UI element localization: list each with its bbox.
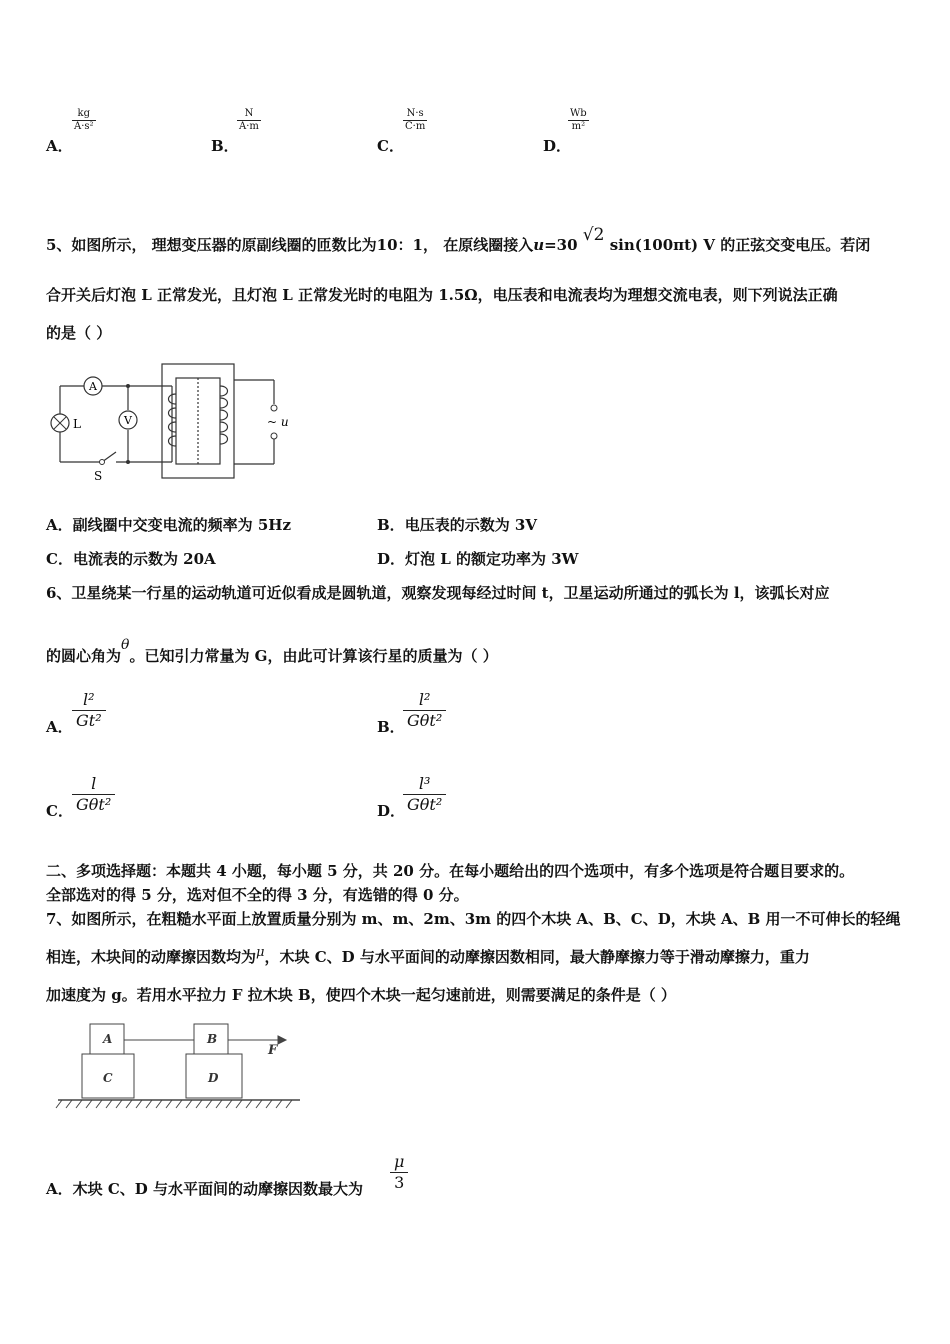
- q5-option-c: [46, 548, 216, 569]
- q5-var-u: u: [533, 236, 545, 254]
- q4-option-b-letter: B．: [211, 137, 239, 155]
- q5-text: sin(100πt) V 的正弦交变电压。若闭: [609, 236, 871, 254]
- block-c-label: C: [103, 1071, 113, 1085]
- ammeter-icon: [84, 377, 102, 395]
- sqrt2-symbol: √2: [582, 225, 605, 245]
- q4-option-a-letter: A．: [46, 137, 73, 155]
- q5-text: 5、如图所示， 理想变压器的原副线圈的匝数比为10：1， 在原线圈接入: [46, 236, 534, 254]
- block-d-label: D: [208, 1071, 219, 1085]
- fraction-numerator: N·s: [406, 108, 424, 119]
- q6-text: 的圆心角为: [46, 647, 122, 665]
- q4-option-c-letter: C．: [377, 137, 404, 155]
- q6-line1: 6、卫星绕某一行星的运动轨道可近似看成是圆轨道，观察发现每经过时间 t，卫星运动所通过的弧长为 l，该弧长对应: [46, 584, 830, 602]
- q6-option-d-letter: D．: [377, 802, 406, 820]
- option-text: 电压表的示数为 3V: [404, 516, 537, 534]
- theta-symbol: θ: [121, 637, 130, 653]
- option-letter: B．: [377, 516, 405, 534]
- section2-line2: 全部选对的得 5 分，选对但不全的得 3 分，有选错的得 0 分。: [46, 886, 469, 904]
- fraction-denominator: C·m: [405, 121, 426, 132]
- q5-option-b: [377, 514, 537, 535]
- blocks-figure: [52, 1018, 312, 1118]
- fraction-denominator: m²: [571, 121, 586, 132]
- fraction-numerator: l³: [418, 774, 431, 793]
- q4-option-c-fraction: [403, 108, 427, 133]
- q7-option-a: [46, 1178, 363, 1199]
- fraction-denominator: 3: [394, 1173, 405, 1192]
- q5-line2: 合开关后灯泡 L 正常发光，且灯泡 L 正常发光时的电阻为 1.5Ω，电压表和电流表均为理想交流电表，则下列说法正确: [46, 286, 838, 304]
- q5-line1: [46, 225, 871, 255]
- fraction-numerator: N: [244, 108, 254, 119]
- q5-option-d: [377, 548, 579, 569]
- q7-text: 相连，木块间的动摩擦因数均为: [46, 948, 257, 966]
- q6-option-b-fraction: [403, 690, 446, 731]
- q6-option-c-letter: C．: [46, 802, 73, 820]
- q6-text: 。已知引力常量为 G，由此可计算该行星的质量为（ ）: [129, 647, 498, 665]
- q4-option-d-fraction: [568, 108, 589, 133]
- option-text: 木块 C、D 与水平面间的动摩擦因数最大为: [72, 1180, 364, 1198]
- section2-line1: 二、多项选择题：本题共 4 小题，每小题 5 分，共 20 分。在每小题给出的四个选项中，有多个选项是符合题目要求的。: [46, 862, 855, 880]
- option-letter: C．: [46, 550, 73, 568]
- fraction-denominator: Gθt²: [76, 795, 112, 814]
- fraction-denominator: Gθt²: [407, 795, 443, 814]
- ammeter-label: A: [89, 380, 97, 393]
- q7-line3: 加速度为 g。若用水平拉力 F 拉木块 B，使四个木块一起匀速前进，则需要满足的条件是（ ）: [46, 986, 676, 1004]
- q6-line2: [46, 637, 498, 666]
- q6-option-a-letter: A．: [46, 718, 73, 736]
- fraction-numerator: kg: [77, 108, 90, 119]
- source-label: ~ u: [267, 415, 289, 429]
- q6-option-c-fraction: [72, 774, 115, 815]
- fraction-numerator: l²: [418, 690, 431, 709]
- q6-option-b-letter: B．: [377, 718, 405, 736]
- fraction-numerator: l²: [83, 690, 95, 709]
- option-text: 副线圈中交变电流的频率为 5Hz: [72, 516, 291, 534]
- q7-line1: 7、如图所示，在粗糙水平面上放置质量分别为 m、m、2m、3m 的四个木块 A、B、C、D，木块 A、B 用一不可伸长的轻绳: [46, 910, 901, 928]
- voltmeter-label: V: [124, 414, 132, 427]
- q4-option-b-fraction: [237, 108, 261, 133]
- q7-text: ，木块 C、D 与水平面间的动摩擦因数相同，最大静摩擦力等于滑动摩擦力，重力: [264, 948, 810, 966]
- fraction-numerator: μ: [394, 1152, 405, 1171]
- lamp-icon: [51, 414, 81, 432]
- option-letter: A．: [46, 516, 73, 534]
- switch-label: S: [94, 469, 103, 483]
- transformer-circuit-diagram: [44, 358, 304, 488]
- q5-text: =30: [544, 236, 578, 254]
- voltmeter-icon: [119, 411, 137, 429]
- q6-option-a-fraction: [72, 690, 106, 731]
- fraction-denominator: A·s²: [74, 121, 94, 132]
- block-b-label: B: [207, 1032, 218, 1046]
- q5-option-a: [46, 514, 291, 535]
- mu-symbol: μ: [256, 945, 265, 960]
- fraction-numerator: l: [91, 774, 97, 793]
- force-f-label: F: [268, 1043, 278, 1058]
- q5-line3: 的是（ ）: [46, 324, 112, 342]
- lamp-label: L: [73, 417, 81, 431]
- q4-option-d-letter: D．: [543, 137, 572, 155]
- q6-option-d-fraction: [403, 774, 446, 815]
- fraction-numerator: Wb: [570, 108, 587, 119]
- option-text: 电流表的示数为 20A: [72, 550, 216, 568]
- block-a-label: A: [103, 1032, 113, 1046]
- fraction-denominator: Gt²: [76, 711, 102, 730]
- option-letter: D．: [377, 550, 406, 568]
- option-text: 灯泡 L 的额定功率为 3W: [405, 550, 579, 568]
- q4-option-a-fraction: [72, 108, 96, 133]
- option-letter: A．: [46, 1180, 73, 1198]
- q7-line2: [46, 946, 810, 967]
- fraction-denominator: Gθt²: [407, 711, 443, 730]
- fraction-denominator: A·m: [239, 121, 259, 132]
- q7-option-a-fraction: [390, 1152, 408, 1193]
